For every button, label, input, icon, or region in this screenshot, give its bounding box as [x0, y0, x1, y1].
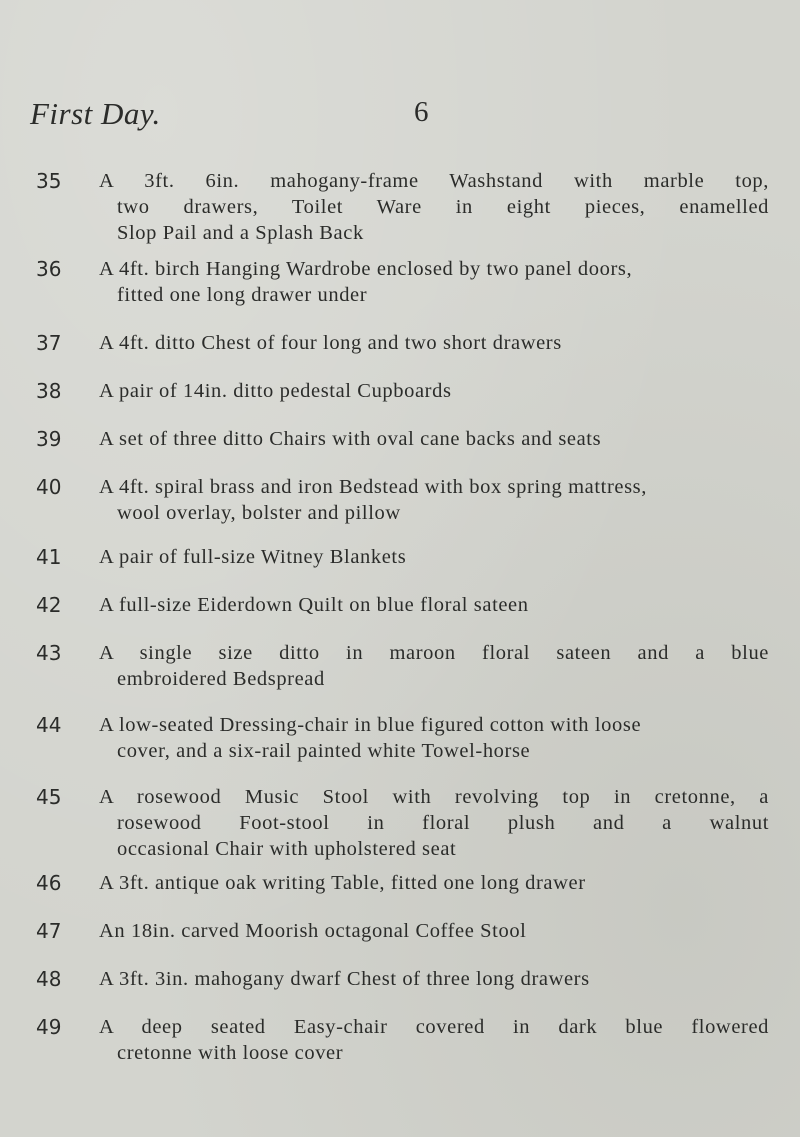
lot-description-line: A pair of 14in. ditto pedestal Cupboards: [99, 380, 452, 402]
lot-description: [99, 256, 769, 308]
lot-number: 36: [36, 257, 62, 281]
lot-description-line: A 3ft. 6in. mahogany-frame Washstand with marble top,: [99, 170, 769, 192]
lot-description: [99, 426, 769, 452]
lot-description-line: wool overlay, bolster and pillow: [117, 502, 401, 524]
lot-description: [99, 966, 769, 992]
lot-description-line: A set of three ditto Chairs with oval cane backs and seats: [99, 428, 602, 450]
lot-description-line: A 4ft. ditto Chest of four long and two short drawers: [99, 332, 562, 354]
lot-description-line: A full-size Eiderdown Quilt on blue floral sateen: [99, 594, 529, 616]
lot-description-line: two drawers, Toilet Ware in eight pieces, enamelled: [117, 196, 769, 218]
lot-description: [99, 784, 769, 862]
lot-description: [99, 592, 769, 618]
lot-description-line: A 3ft. 3in. mahogany dwarf Chest of three long drawers: [99, 968, 590, 990]
lot-description-line: Slop Pail and a Splash Back: [117, 222, 364, 244]
lot-description-line: A deep seated Easy-chair covered in dark blue flowered: [99, 1016, 769, 1038]
lot-number: 39: [36, 427, 62, 451]
lot-description: [99, 1014, 769, 1066]
lot-number: 41: [36, 545, 62, 569]
lot-number: 40: [36, 475, 62, 499]
lot-number: 48: [36, 967, 62, 991]
lot-description-line: cretonne with loose cover: [117, 1042, 344, 1064]
lot-number: 42: [36, 593, 62, 617]
lot-number: 44: [36, 713, 62, 737]
lot-number: 46: [36, 871, 62, 895]
lot-description: [99, 168, 769, 246]
lot-description: [99, 640, 769, 692]
lot-description-line: A pair of full-size Witney Blankets: [99, 546, 407, 568]
lot-number: 37: [36, 331, 62, 355]
lot-description: [99, 712, 769, 764]
lot-number: 49: [36, 1015, 62, 1039]
lot-description-line: A 4ft. spiral brass and iron Bedstead with box spring mattress,: [99, 476, 647, 498]
lot-number: 47: [36, 919, 62, 943]
lot-number: 35: [36, 169, 62, 193]
lot-description-line: fitted one long drawer under: [117, 284, 368, 306]
page-number: 6: [414, 96, 429, 128]
lot-description-line: embroidered Bedspread: [117, 668, 325, 690]
lot-description-line: rosewood Foot-stool in floral plush and a walnut: [117, 812, 769, 834]
lot-description: [99, 918, 769, 944]
day-heading: First Day.: [30, 96, 161, 131]
lot-number: 43: [36, 641, 62, 665]
lot-number: 45: [36, 785, 62, 809]
lot-description-line: An 18in. carved Moorish octagonal Coffee Stool: [99, 920, 527, 942]
lot-description-line: occasional Chair with upholstered seat: [117, 838, 457, 860]
lot-description: [99, 870, 769, 896]
lot-description: [99, 330, 769, 356]
lot-description: [99, 474, 769, 526]
lot-number: 38: [36, 379, 62, 403]
lot-description: [99, 544, 769, 570]
lot-description-line: A low-seated Dressing-chair in blue figured cotton with loose: [99, 714, 642, 736]
page-header: [30, 96, 770, 136]
lot-description-line: A rosewood Music Stool with revolving top in cretonne, a: [99, 786, 769, 808]
lot-description-line: cover, and a six-rail painted white Towel-horse: [117, 740, 531, 762]
lot-description: [99, 378, 769, 404]
lot-description-line: A 4ft. birch Hanging Wardrobe enclosed by two panel doors,: [99, 258, 633, 280]
lot-description-line: A 3ft. antique oak writing Table, fitted one long drawer: [99, 872, 586, 894]
lot-description-line: A single size ditto in maroon floral sateen and a blue: [99, 642, 769, 664]
